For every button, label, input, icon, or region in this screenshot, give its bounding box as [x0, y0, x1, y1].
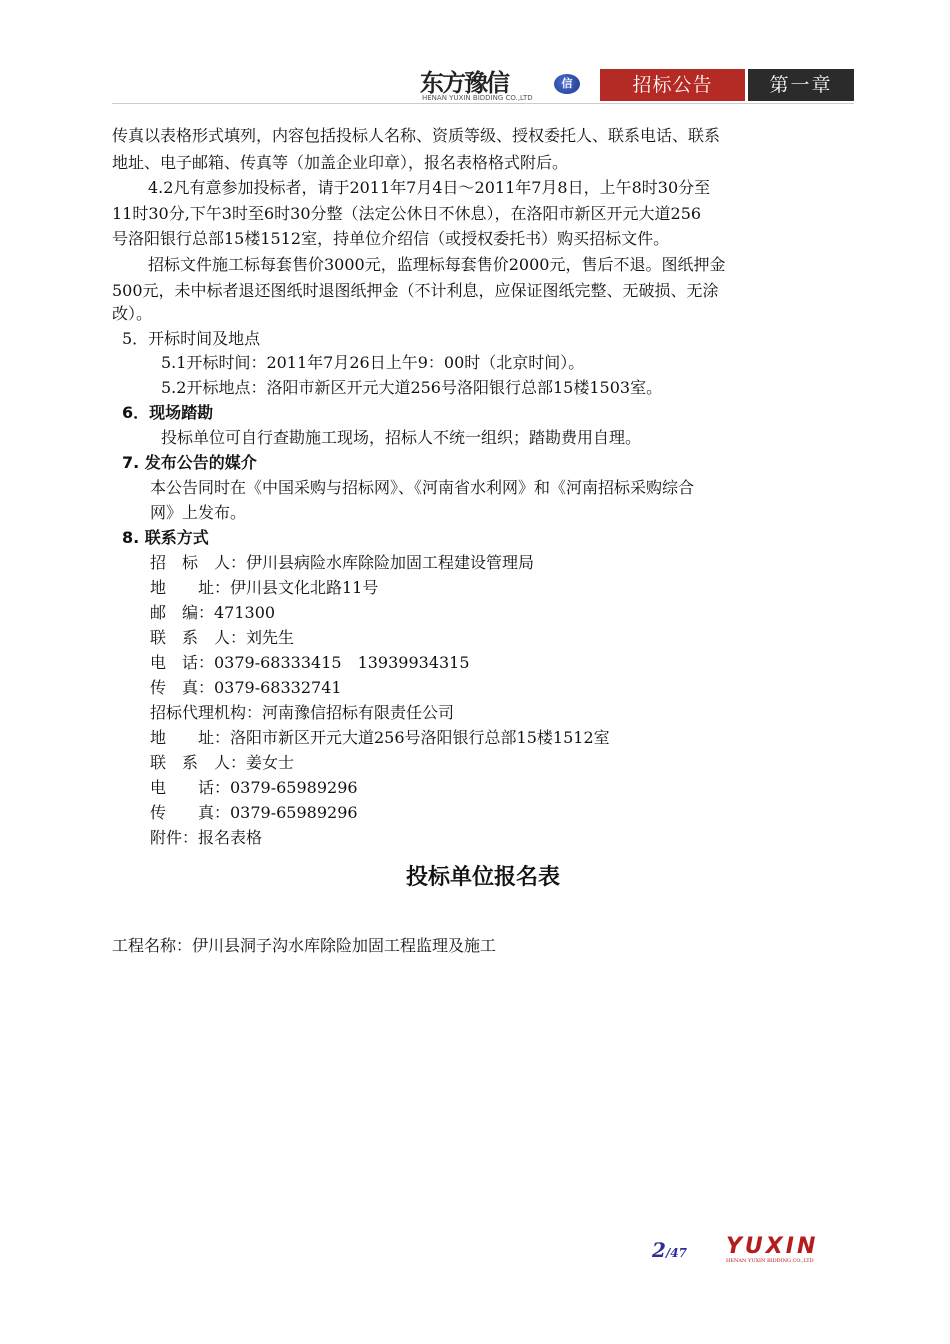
paragraph-line: 招标文件施工标每套售价3000元，监理标每套售价2000元，售后不退。图纸押金	[148, 255, 726, 274]
header-divider	[112, 103, 854, 104]
section-heading: 5．开标时间及地点	[122, 329, 261, 348]
section-heading: 7. 发布公告的媒介	[122, 453, 257, 472]
contact-line: 地 址：洛阳市新区开元大道256号洛阳银行总部15楼1512室	[150, 728, 610, 747]
form-title: 投标单位报名表	[405, 865, 560, 890]
project-name-line: 工程名称：伊川县洞子沟水库除险加固工程监理及施工	[112, 936, 497, 955]
contact-line: 电 话：0379-68333415 13939934315	[150, 653, 470, 672]
contact-line: 邮 编：471300	[150, 603, 276, 622]
contact-line: 招标代理机构：河南豫信招标有限责任公司	[150, 703, 455, 722]
contact-line: 联 系 人：刘先生	[150, 628, 295, 647]
brand-subtitle: HENAN YUXIN BIDDING CO.,LTD	[726, 1258, 814, 1264]
page-header	[112, 66, 854, 104]
paragraph-line: 改）。	[112, 304, 153, 323]
contact-line: 电 话：0379-65989296	[150, 778, 358, 797]
paragraph-line: 本公告同时在《中国采购与招标网》、《河南省水利网》和《河南招标采购综合	[150, 478, 695, 497]
section-heading: 6．现场踏勘	[122, 403, 214, 422]
contact-line: 传 真：0379-65989296	[150, 803, 358, 822]
section-heading: 8. 联系方式	[122, 528, 209, 547]
paragraph-line: 地址、电子邮箱、传真等（加盖企业印章），报名表格格式附后。	[112, 153, 569, 172]
logo-mark-icon: 信	[554, 74, 580, 94]
footer-brand-logo	[726, 1236, 856, 1264]
paragraph-line: 5.2开标地点：洛阳市新区开元大道256号洛阳银行总部15楼1503室。	[161, 378, 663, 397]
page-total: /47	[665, 1246, 688, 1260]
chapter-tab: 第一章	[748, 69, 854, 101]
paragraph-line: 5.1开标时间：2011年7月26日上午9：00时（北京时间）。	[161, 353, 585, 372]
page-number	[652, 1238, 687, 1262]
page-current: 2	[652, 1238, 666, 1262]
contact-line: 联 系 人：姜女士	[150, 753, 295, 772]
section-tab: 招标公告	[600, 69, 745, 101]
logo-subtitle: HENAN YUXIN BIDDING CO.,LTD	[422, 94, 533, 102]
contact-line: 地 址：伊川县文化北路11号	[150, 578, 379, 597]
logo-text: 东方豫信	[420, 69, 508, 97]
contact-line: 传 真：0379-68332741	[150, 678, 342, 697]
paragraph-line: 投标单位可自行查勘施工现场，招标人不统一组织；踏勘费用自理。	[161, 428, 642, 447]
paragraph-line: 4.2凡有意参加投标者，请于2011年7月4日～2011年7月8日，上午8时30分至	[148, 178, 711, 197]
attachment-line: 附件：报名表格	[150, 828, 263, 847]
paragraph-line: 11时30分,下午3时至6时30分整（法定公休日不休息），在洛阳市新区开元大道256	[112, 204, 702, 223]
paragraph-line: 500元，未中标者退还图纸时退图纸押金（不计利息，应保证图纸完整、无破损、无涂	[112, 281, 719, 300]
paragraph-line: 网》上发布。	[150, 503, 247, 522]
company-logo	[420, 68, 592, 102]
paragraph-line: 传真以表格形式填列，内容包括投标人名称、资质等级、授权委托人、联系电话、联系	[112, 126, 721, 145]
brand-wordmark: YUXIN	[726, 1234, 819, 1259]
contact-line: 招 标 人：伊川县病险水库除险加固工程建设管理局	[150, 553, 535, 572]
paragraph-line: 号洛阳银行总部15楼1512室，持单位介绍信（或授权委托书）购买招标文件。	[112, 229, 670, 248]
